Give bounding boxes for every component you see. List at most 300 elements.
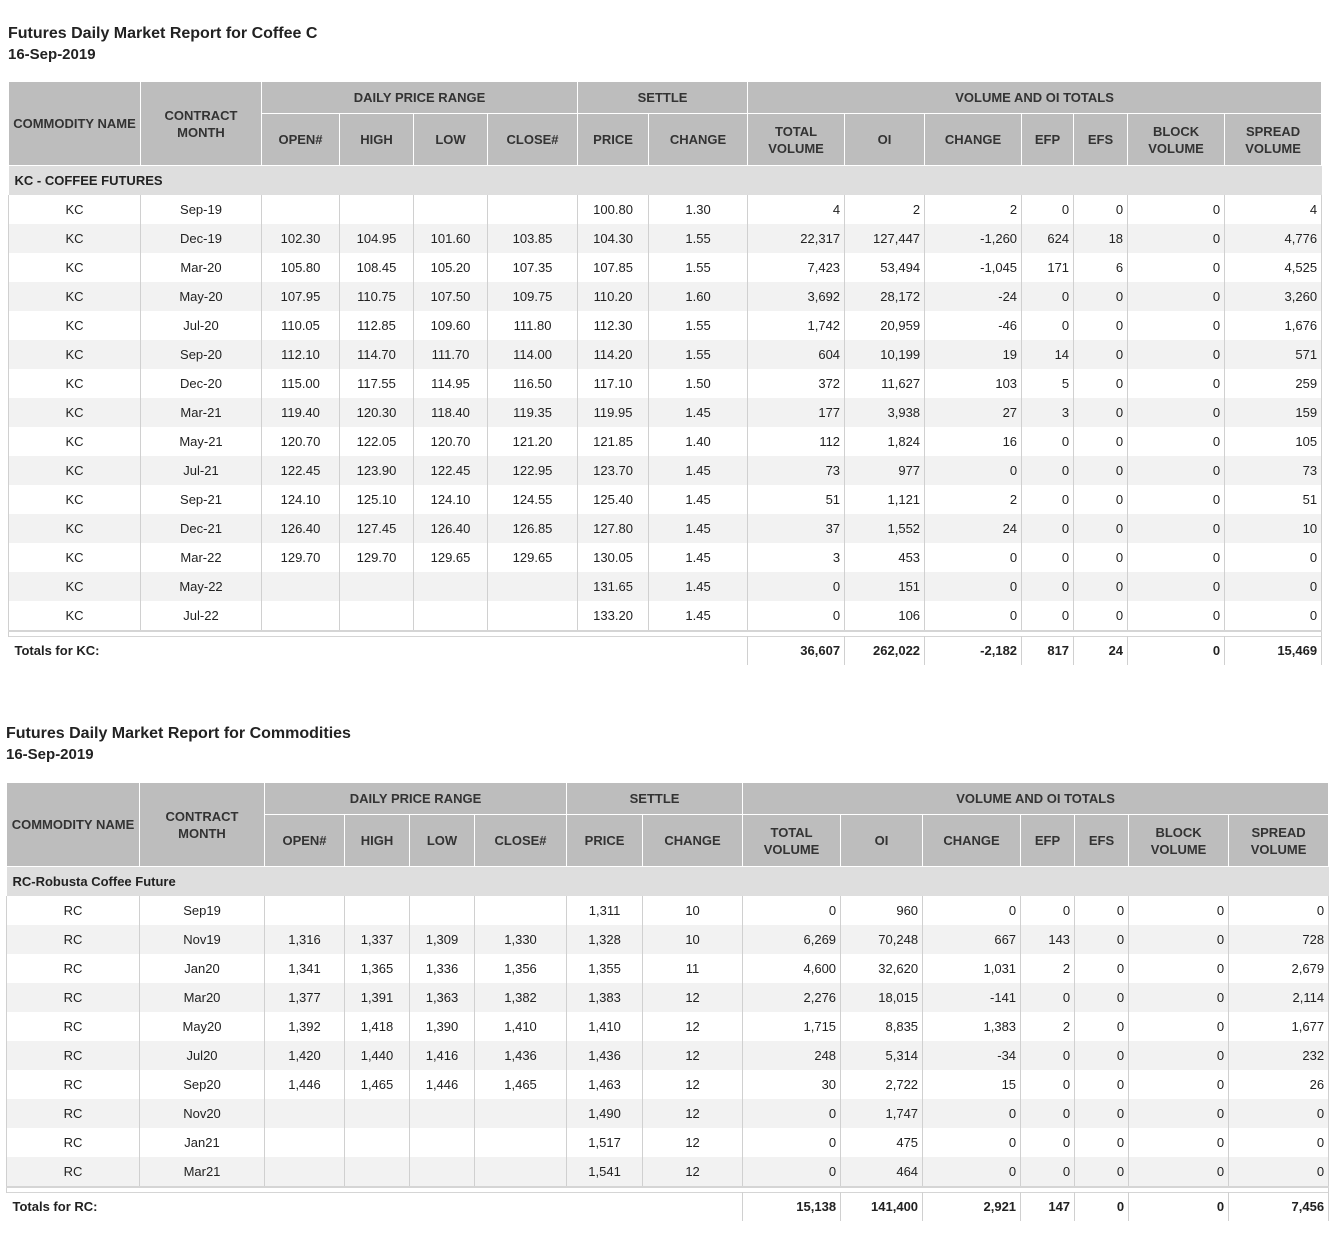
cell-high (340, 601, 414, 631)
cell-oi: 18,015 (841, 983, 923, 1012)
cell-high: 1,465 (345, 1070, 410, 1099)
cell-spread-volume: 2,679 (1229, 954, 1329, 983)
cell-oi-change: -34 (923, 1041, 1021, 1070)
cell-oi-change: 0 (925, 456, 1022, 485)
cell-contract-month: Jul-20 (141, 311, 262, 340)
cell-oi: 3,938 (845, 398, 925, 427)
cell-efs: 0 (1075, 925, 1129, 954)
table-row (7, 983, 1329, 1012)
cell-settle-price: 1,541 (567, 1157, 643, 1187)
cell-efs: 0 (1074, 398, 1128, 427)
cell-commodity-name: RC (7, 896, 140, 925)
cell-spread-volume: 0 (1229, 1099, 1329, 1128)
table-row (9, 340, 1322, 369)
cell-oi: 1,552 (845, 514, 925, 543)
cell-open: 1,377 (265, 983, 345, 1012)
col-header-block-volume: BLOCK VOLUME (1129, 815, 1229, 867)
table-row (9, 224, 1322, 253)
cell-block-volume: 0 (1128, 340, 1225, 369)
cell-oi-change: 0 (923, 896, 1021, 925)
cell-efs: 0 (1075, 1099, 1129, 1128)
cell-settle-price: 121.85 (578, 427, 649, 456)
cell-settle-change: 1.45 (649, 398, 748, 427)
cell-efs: 0 (1074, 195, 1128, 224)
cell-efs: 0 (1074, 311, 1128, 340)
cell-block-volume: 0 (1129, 983, 1229, 1012)
cell-efp: 0 (1021, 983, 1075, 1012)
cell-efs: 0 (1075, 1070, 1129, 1099)
cell-high: 110.75 (340, 282, 414, 311)
cell-close (475, 896, 567, 925)
cell-spread-volume: 4,525 (1225, 253, 1322, 282)
cell-settle-price: 123.70 (578, 456, 649, 485)
cell-oi-change: -24 (925, 282, 1022, 311)
cell-total-volume: 0 (743, 896, 841, 925)
cell-close (475, 1099, 567, 1128)
cell-spread-volume: 105 (1225, 427, 1322, 456)
cell-contract-month: May-22 (141, 572, 262, 601)
table-row (9, 311, 1322, 340)
cell-efs: 0 (1074, 514, 1128, 543)
cell-close: 103.85 (488, 224, 578, 253)
group-label: RC-Robusta Coffee Future (7, 867, 1329, 897)
cell-efp: 0 (1022, 195, 1074, 224)
cell-settle-change: 1.60 (649, 282, 748, 311)
report-date: 16-Sep-2019 (8, 46, 96, 63)
cell-low (410, 1157, 475, 1187)
cell-efs: 0 (1075, 954, 1129, 983)
cell-open (265, 896, 345, 925)
table-row (7, 925, 1329, 954)
col-header-oi-change: CHANGE (923, 815, 1021, 867)
cell-commodity-name: KC (9, 340, 141, 369)
cell-spread-volume: 0 (1229, 1128, 1329, 1157)
col-header-oi: OI (845, 114, 925, 166)
cell-oi: 28,172 (845, 282, 925, 311)
cell-open: 1,341 (265, 954, 345, 983)
cell-total-volume: 112 (748, 427, 845, 456)
col-header-total-volume: TOTAL VOLUME (748, 114, 845, 166)
cell-high: 1,418 (345, 1012, 410, 1041)
cell-oi: 11,627 (845, 369, 925, 398)
cell-high: 104.95 (340, 224, 414, 253)
cell-total-volume: 0 (743, 1128, 841, 1157)
cell-open: 115.00 (262, 369, 340, 398)
col-header-oi: OI (841, 815, 923, 867)
cell-settle-price: 1,410 (567, 1012, 643, 1041)
cell-close: 111.80 (488, 311, 578, 340)
cell-high (340, 195, 414, 224)
cell-oi-change: 103 (925, 369, 1022, 398)
cell-low: 1,363 (410, 983, 475, 1012)
cell-spread-volume: 3,260 (1225, 282, 1322, 311)
cell-contract-month: Dec-20 (141, 369, 262, 398)
cell-oi-change: 2 (925, 485, 1022, 514)
cell-high: 1,440 (345, 1041, 410, 1070)
cell-low (414, 195, 488, 224)
cell-total-volume: 4,600 (743, 954, 841, 983)
cell-open (262, 601, 340, 631)
cell-high (345, 1128, 410, 1157)
cell-commodity-name: RC (7, 925, 140, 954)
col-header-close: CLOSE# (488, 114, 578, 166)
cell-efp: 0 (1022, 456, 1074, 485)
cell-block-volume: 0 (1128, 224, 1225, 253)
cell-high (345, 1099, 410, 1128)
cell-block-volume: 0 (1129, 1099, 1229, 1128)
cell-oi-change: 1,383 (923, 1012, 1021, 1041)
cell-efp: 0 (1022, 427, 1074, 456)
market-table-kc (8, 81, 1322, 665)
table-row (9, 572, 1322, 601)
cell-high: 127.45 (340, 514, 414, 543)
cell-block-volume: 0 (1128, 485, 1225, 514)
col-header-efp: EFP (1022, 114, 1074, 166)
col-header-change: CHANGE (643, 815, 743, 867)
cell-settle-change: 12 (643, 983, 743, 1012)
cell-open (265, 1128, 345, 1157)
cell-efs: 0 (1074, 601, 1128, 631)
cell-total-volume: 22,317 (748, 224, 845, 253)
cell-high: 112.85 (340, 311, 414, 340)
cell-low: 126.40 (414, 514, 488, 543)
totals-block-volume: 0 (1128, 637, 1225, 666)
cell-oi-change: -1,260 (925, 224, 1022, 253)
cell-settle-change: 12 (643, 1070, 743, 1099)
table-row (9, 601, 1322, 631)
cell-commodity-name: KC (9, 572, 141, 601)
cell-commodity-name: KC (9, 514, 141, 543)
totals-total-volume: 15,138 (743, 1193, 841, 1222)
cell-efs: 0 (1074, 427, 1128, 456)
cell-close (475, 1128, 567, 1157)
cell-spread-volume: 0 (1225, 572, 1322, 601)
cell-oi-change: 24 (925, 514, 1022, 543)
cell-high: 1,365 (345, 954, 410, 983)
cell-efp: 14 (1022, 340, 1074, 369)
cell-settle-change: 10 (643, 925, 743, 954)
cell-contract-month: Sep-21 (141, 485, 262, 514)
cell-high: 129.70 (340, 543, 414, 572)
cell-low (414, 601, 488, 631)
cell-spread-volume: 10 (1225, 514, 1322, 543)
cell-close: 124.55 (488, 485, 578, 514)
cell-settle-change: 1.55 (649, 224, 748, 253)
cell-close: 1,382 (475, 983, 567, 1012)
cell-spread-volume: 0 (1229, 896, 1329, 925)
cell-oi: 960 (841, 896, 923, 925)
cell-close: 1,410 (475, 1012, 567, 1041)
totals-spread-volume: 7,456 (1229, 1193, 1329, 1222)
col-header-low: LOW (414, 114, 488, 166)
cell-oi-change: 0 (923, 1157, 1021, 1187)
cell-oi-change: 19 (925, 340, 1022, 369)
cell-spread-volume: 159 (1225, 398, 1322, 427)
cell-spread-volume: 571 (1225, 340, 1322, 369)
cell-settle-price: 1,436 (567, 1041, 643, 1070)
cell-contract-month: Sep-20 (141, 340, 262, 369)
cell-close (488, 195, 578, 224)
cell-high: 123.90 (340, 456, 414, 485)
cell-close: 114.00 (488, 340, 578, 369)
cell-open (265, 1099, 345, 1128)
cell-commodity-name: KC (9, 311, 141, 340)
cell-close: 1,356 (475, 954, 567, 983)
cell-commodity-name: KC (9, 398, 141, 427)
cell-high: 1,337 (345, 925, 410, 954)
cell-spread-volume: 1,676 (1225, 311, 1322, 340)
col-header-commodity-name: COMMODITY NAME (9, 82, 141, 166)
col-header-open: OPEN# (262, 114, 340, 166)
totals-row (9, 637, 1322, 666)
cell-open: 1,420 (265, 1041, 345, 1070)
cell-efs: 0 (1074, 369, 1128, 398)
cell-efs: 0 (1075, 1128, 1129, 1157)
cell-settle-price: 1,355 (567, 954, 643, 983)
cell-open: 126.40 (262, 514, 340, 543)
totals-spread-volume: 15,469 (1225, 637, 1322, 666)
cell-contract-month: Sep-19 (141, 195, 262, 224)
cell-efs: 0 (1075, 896, 1129, 925)
table-footer (7, 1187, 1329, 1221)
cell-total-volume: 30 (743, 1070, 841, 1099)
cell-commodity-name: KC (9, 427, 141, 456)
cell-open: 1,392 (265, 1012, 345, 1041)
cell-oi: 453 (845, 543, 925, 572)
cell-low: 101.60 (414, 224, 488, 253)
cell-oi: 1,824 (845, 427, 925, 456)
cell-settle-change: 1.45 (649, 514, 748, 543)
cell-efp: 0 (1021, 1041, 1075, 1070)
cell-open: 122.45 (262, 456, 340, 485)
cell-block-volume: 0 (1129, 925, 1229, 954)
cell-contract-month: Jul20 (140, 1041, 265, 1070)
cell-contract-month: Dec-19 (141, 224, 262, 253)
table-row (7, 896, 1329, 925)
cell-oi: 2 (845, 195, 925, 224)
cell-settle-change: 1.55 (649, 311, 748, 340)
cell-close: 119.35 (488, 398, 578, 427)
cell-oi-change: -141 (923, 983, 1021, 1012)
cell-settle-change: 1.45 (649, 601, 748, 631)
cell-open: 119.40 (262, 398, 340, 427)
cell-settle-change: 1.40 (649, 427, 748, 456)
cell-contract-month: Sep19 (140, 896, 265, 925)
cell-efs: 0 (1074, 282, 1128, 311)
cell-high: 1,391 (345, 983, 410, 1012)
cell-oi: 475 (841, 1128, 923, 1157)
table-row (9, 543, 1322, 572)
cell-efs: 0 (1074, 340, 1128, 369)
cell-commodity-name: KC (9, 282, 141, 311)
cell-settle-change: 1.45 (649, 456, 748, 485)
cell-block-volume: 0 (1128, 195, 1225, 224)
cell-open (262, 195, 340, 224)
cell-settle-change: 1.45 (649, 485, 748, 514)
cell-block-volume: 0 (1129, 1157, 1229, 1187)
table-row (9, 282, 1322, 311)
cell-contract-month: Sep20 (140, 1070, 265, 1099)
cell-oi-change: 2 (925, 195, 1022, 224)
cell-commodity-name: KC (9, 543, 141, 572)
cell-oi: 2,722 (841, 1070, 923, 1099)
cell-block-volume: 0 (1129, 1070, 1229, 1099)
table-row (9, 485, 1322, 514)
cell-settle-price: 130.05 (578, 543, 649, 572)
cell-commodity-name: KC (9, 195, 141, 224)
cell-spread-volume: 0 (1225, 601, 1322, 631)
cell-oi-change: 667 (923, 925, 1021, 954)
cell-block-volume: 0 (1129, 1012, 1229, 1041)
cell-efp: 3 (1022, 398, 1074, 427)
cell-open: 1,316 (265, 925, 345, 954)
cell-close: 1,436 (475, 1041, 567, 1070)
cell-oi: 151 (845, 572, 925, 601)
cell-oi: 70,248 (841, 925, 923, 954)
cell-oi: 1,121 (845, 485, 925, 514)
cell-settle-price: 119.95 (578, 398, 649, 427)
cell-efs: 0 (1074, 456, 1128, 485)
cell-close: 107.35 (488, 253, 578, 282)
cell-open (265, 1157, 345, 1187)
cell-oi-change: 1,031 (923, 954, 1021, 983)
cell-commodity-name: RC (7, 1128, 140, 1157)
cell-contract-month: Jan20 (140, 954, 265, 983)
col-header-high: HIGH (345, 815, 410, 867)
cell-oi-change: 0 (925, 543, 1022, 572)
cell-settle-change: 1.55 (649, 340, 748, 369)
cell-efp: 143 (1021, 925, 1075, 954)
cell-efp: 0 (1021, 1099, 1075, 1128)
cell-total-volume: 3,692 (748, 282, 845, 311)
cell-commodity-name: RC (7, 954, 140, 983)
cell-block-volume: 0 (1128, 369, 1225, 398)
cell-settle-price: 125.40 (578, 485, 649, 514)
cell-efs: 0 (1074, 485, 1128, 514)
totals-efp: 147 (1021, 1193, 1075, 1222)
cell-efs: 0 (1075, 1012, 1129, 1041)
cell-close: 126.85 (488, 514, 578, 543)
cell-oi-change: -46 (925, 311, 1022, 340)
cell-close (488, 601, 578, 631)
cell-efp: 0 (1021, 1128, 1075, 1157)
cell-oi-change: -1,045 (925, 253, 1022, 282)
cell-settle-price: 110.20 (578, 282, 649, 311)
cell-settle-price: 117.10 (578, 369, 649, 398)
cell-low: 107.50 (414, 282, 488, 311)
totals-total-volume: 36,607 (748, 637, 845, 666)
totals-oi-change: 2,921 (923, 1193, 1021, 1222)
totals-label: Totals for RC: (7, 1193, 743, 1222)
group-label: KC - COFFEE FUTURES (9, 166, 1322, 196)
cell-block-volume: 0 (1128, 572, 1225, 601)
cell-low: 111.70 (414, 340, 488, 369)
table-row (9, 253, 1322, 282)
cell-settle-change: 1.45 (649, 572, 748, 601)
col-header-spread-volume: SPREAD VOLUME (1225, 114, 1322, 166)
table-row (9, 427, 1322, 456)
cell-spread-volume: 232 (1229, 1041, 1329, 1070)
cell-low: 109.60 (414, 311, 488, 340)
cell-efs: 0 (1075, 1041, 1129, 1070)
cell-settle-change: 1.45 (649, 543, 748, 572)
cell-open: 124.10 (262, 485, 340, 514)
cell-block-volume: 0 (1128, 253, 1225, 282)
cell-efp: 0 (1022, 485, 1074, 514)
cell-block-volume: 0 (1128, 311, 1225, 340)
cell-commodity-name: RC (7, 1041, 140, 1070)
cell-close (475, 1157, 567, 1187)
cell-efs: 0 (1074, 572, 1128, 601)
cell-total-volume: 2,276 (743, 983, 841, 1012)
cell-contract-month: Mar-20 (141, 253, 262, 282)
cell-total-volume: 7,423 (748, 253, 845, 282)
cell-settle-price: 107.85 (578, 253, 649, 282)
cell-oi: 5,314 (841, 1041, 923, 1070)
cell-efp: 0 (1022, 601, 1074, 631)
cell-commodity-name: RC (7, 1012, 140, 1041)
cell-total-volume: 1,715 (743, 1012, 841, 1041)
cell-efp: 171 (1022, 253, 1074, 282)
cell-open: 129.70 (262, 543, 340, 572)
cell-contract-month: Nov20 (140, 1099, 265, 1128)
cell-high: 117.55 (340, 369, 414, 398)
cell-total-volume: 73 (748, 456, 845, 485)
cell-block-volume: 0 (1129, 954, 1229, 983)
cell-efp: 0 (1022, 311, 1074, 340)
col-header-spread-volume: SPREAD VOLUME (1229, 815, 1329, 867)
cell-contract-month: Dec-21 (141, 514, 262, 543)
table-row (9, 398, 1322, 427)
cell-settle-change: 10 (643, 896, 743, 925)
cell-close: 116.50 (488, 369, 578, 398)
cell-oi: 1,747 (841, 1099, 923, 1128)
cell-block-volume: 0 (1129, 1041, 1229, 1070)
col-header-commodity-name: COMMODITY NAME (7, 783, 140, 867)
cell-total-volume: 3 (748, 543, 845, 572)
cell-commodity-name: KC (9, 224, 141, 253)
cell-high: 120.30 (340, 398, 414, 427)
cell-spread-volume: 73 (1225, 456, 1322, 485)
cell-efp: 2 (1021, 954, 1075, 983)
cell-block-volume: 0 (1128, 601, 1225, 631)
cell-high: 114.70 (340, 340, 414, 369)
col-header-efs: EFS (1074, 114, 1128, 166)
cell-settle-price: 131.65 (578, 572, 649, 601)
cell-open: 107.95 (262, 282, 340, 311)
cell-total-volume: 0 (748, 601, 845, 631)
cell-settle-price: 104.30 (578, 224, 649, 253)
cell-commodity-name: KC (9, 253, 141, 282)
cell-contract-month: May20 (140, 1012, 265, 1041)
col-header-change: CHANGE (649, 114, 748, 166)
cell-settle-change: 12 (643, 1099, 743, 1128)
cell-commodity-name: RC (7, 983, 140, 1012)
cell-block-volume: 0 (1128, 456, 1225, 485)
cell-block-volume: 0 (1128, 398, 1225, 427)
cell-settle-price: 100.80 (578, 195, 649, 224)
cell-total-volume: 372 (748, 369, 845, 398)
group-header-volume-oi-totals: VOLUME AND OI TOTALS (743, 783, 1329, 815)
cell-total-volume: 248 (743, 1041, 841, 1070)
group-header-daily-price-range: DAILY PRICE RANGE (262, 82, 578, 114)
cell-spread-volume: 0 (1225, 543, 1322, 572)
group-header-settle: SETTLE (567, 783, 743, 815)
cell-oi-change: 0 (925, 601, 1022, 631)
cell-settle-price: 133.20 (578, 601, 649, 631)
cell-settle-change: 12 (643, 1128, 743, 1157)
cell-efp: 0 (1022, 572, 1074, 601)
